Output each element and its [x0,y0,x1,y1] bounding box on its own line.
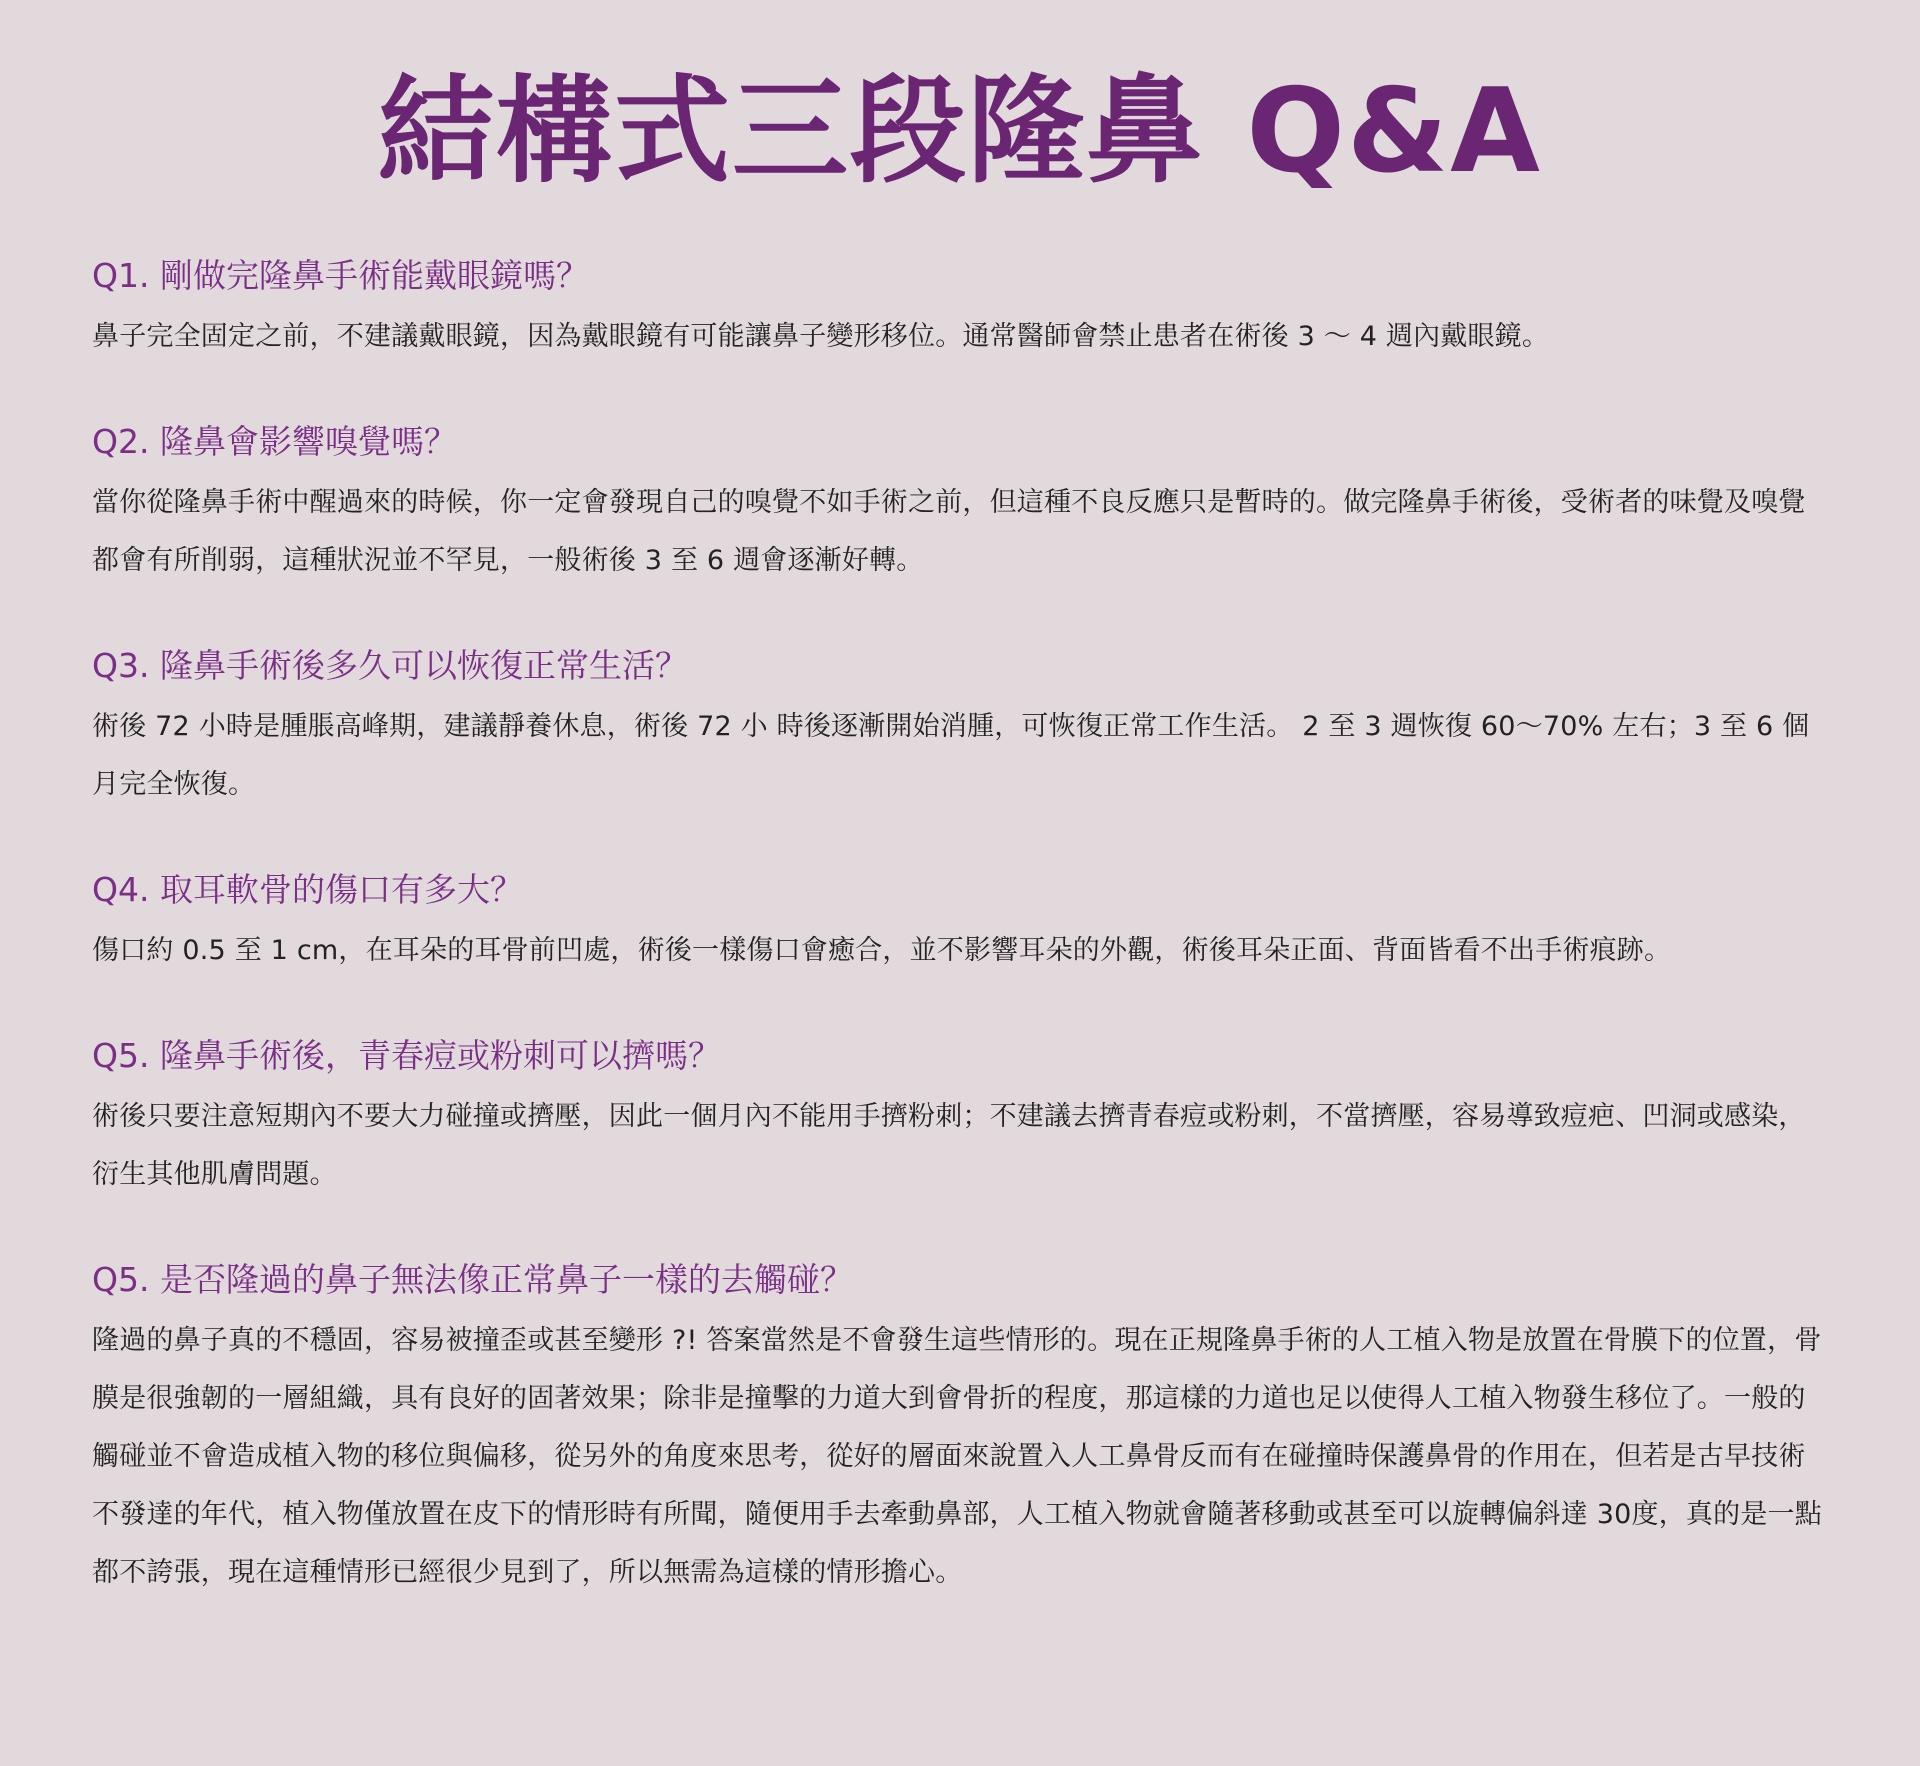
faq-answer: 術後 72 小時是腫脹高峰期，建議靜養休息，術後 72 小 時後逐漸開始消腫，可恢復正常工作生活。 2 至 3 週恢復 60～70% 左右；3 至 6 個月完全恢復。 [92,711,1810,800]
faq-list [92,252,1828,1602]
faq-answer: 鼻子完全固定之前，不建議戴眼鏡，因為戴眼鏡有可能讓鼻子變形移位。通常醫師會禁止患者在術後 3 ～ 4 週內戴眼鏡。 [92,321,1550,352]
faq-question: Q5. 隆鼻手術後，青春痘或粉刺可以擠嗎？ [92,1036,721,1075]
faq-question: Q4. 取耳軟骨的傷口有多大？ [92,870,523,909]
faq-question: Q1. 剛做完隆鼻手術能戴眼鏡嗎？ [92,256,589,295]
faq-question: Q5. 是否隆過的鼻子無法像正常鼻子一樣的去觸碰？ [92,1260,853,1299]
faq-item-6 [92,1256,1828,1602]
faq-item-4 [92,866,1828,980]
faq-item-5 [92,1032,1828,1204]
page-title: 結構式三段隆鼻 Q&A [378,64,1542,199]
faq-answer: 術後只要注意短期內不要大力碰撞或擠壓，因此一個月內不能用手擠粉刺；不建議去擠青春痘或粉刺，不當擠壓，容易導致痘疤、凹洞或感染，衍生其他肌膚問題。 [92,1101,1806,1190]
faq-answer: 傷口約 0.5 至 1 cm，在耳朵的耳骨前凹處，術後一樣傷口會癒合，並不影響耳朵的外觀，術後耳朵正面、背面皆看不出手術痕跡。 [92,935,1672,966]
faq-item-1 [92,252,1828,366]
faq-answer: 隆過的鼻子真的不穩固，容易被撞歪或甚至變形 ?! 答案當然是不會發生這些情形的。現在正規隆鼻手術的人工植入物是放置在骨膜下的位置，骨膜是很強韌的一層組織，具有良好的固著效果；除非是撞擊的力道大到會骨折的程度，那這樣的力道也足以使得人工植入物發生移位了。一般的觸碰並不會造成植入物的移位與偏移，從另外的角度來思考，從好的層面來說置入人工鼻骨反而有在碰撞時保護鼻骨的作用在，但若是古早技術不發達的年代，植入物僅放置在皮下的情形時有所聞，隨便用手去牽動鼻部，人工植入物就會隨著移動或甚至可以旋轉偏斜達 30度，真的是一點都不誇張，現在這種情形已經很少見到了，所以無需為這樣的情形擔心。 [92,1325,1822,1588]
faq-question: Q2. 隆鼻會影響嗅覺嗎？ [92,422,457,461]
faq-question: Q3. 隆鼻手術後多久可以恢復正常生活？ [92,646,688,685]
faq-item-2 [92,418,1828,590]
faq-answer: 當你從隆鼻手術中醒過來的時候，你一定會發現自己的嗅覺不如手術之前，但這種不良反應只是暫時的。做完隆鼻手術後，受術者的味覺及嗅覺都會有所削弱，這種狀況並不罕見，一般術後 3 至 6 週會逐漸好轉。 [92,487,1806,576]
faq-item-3 [92,642,1828,814]
